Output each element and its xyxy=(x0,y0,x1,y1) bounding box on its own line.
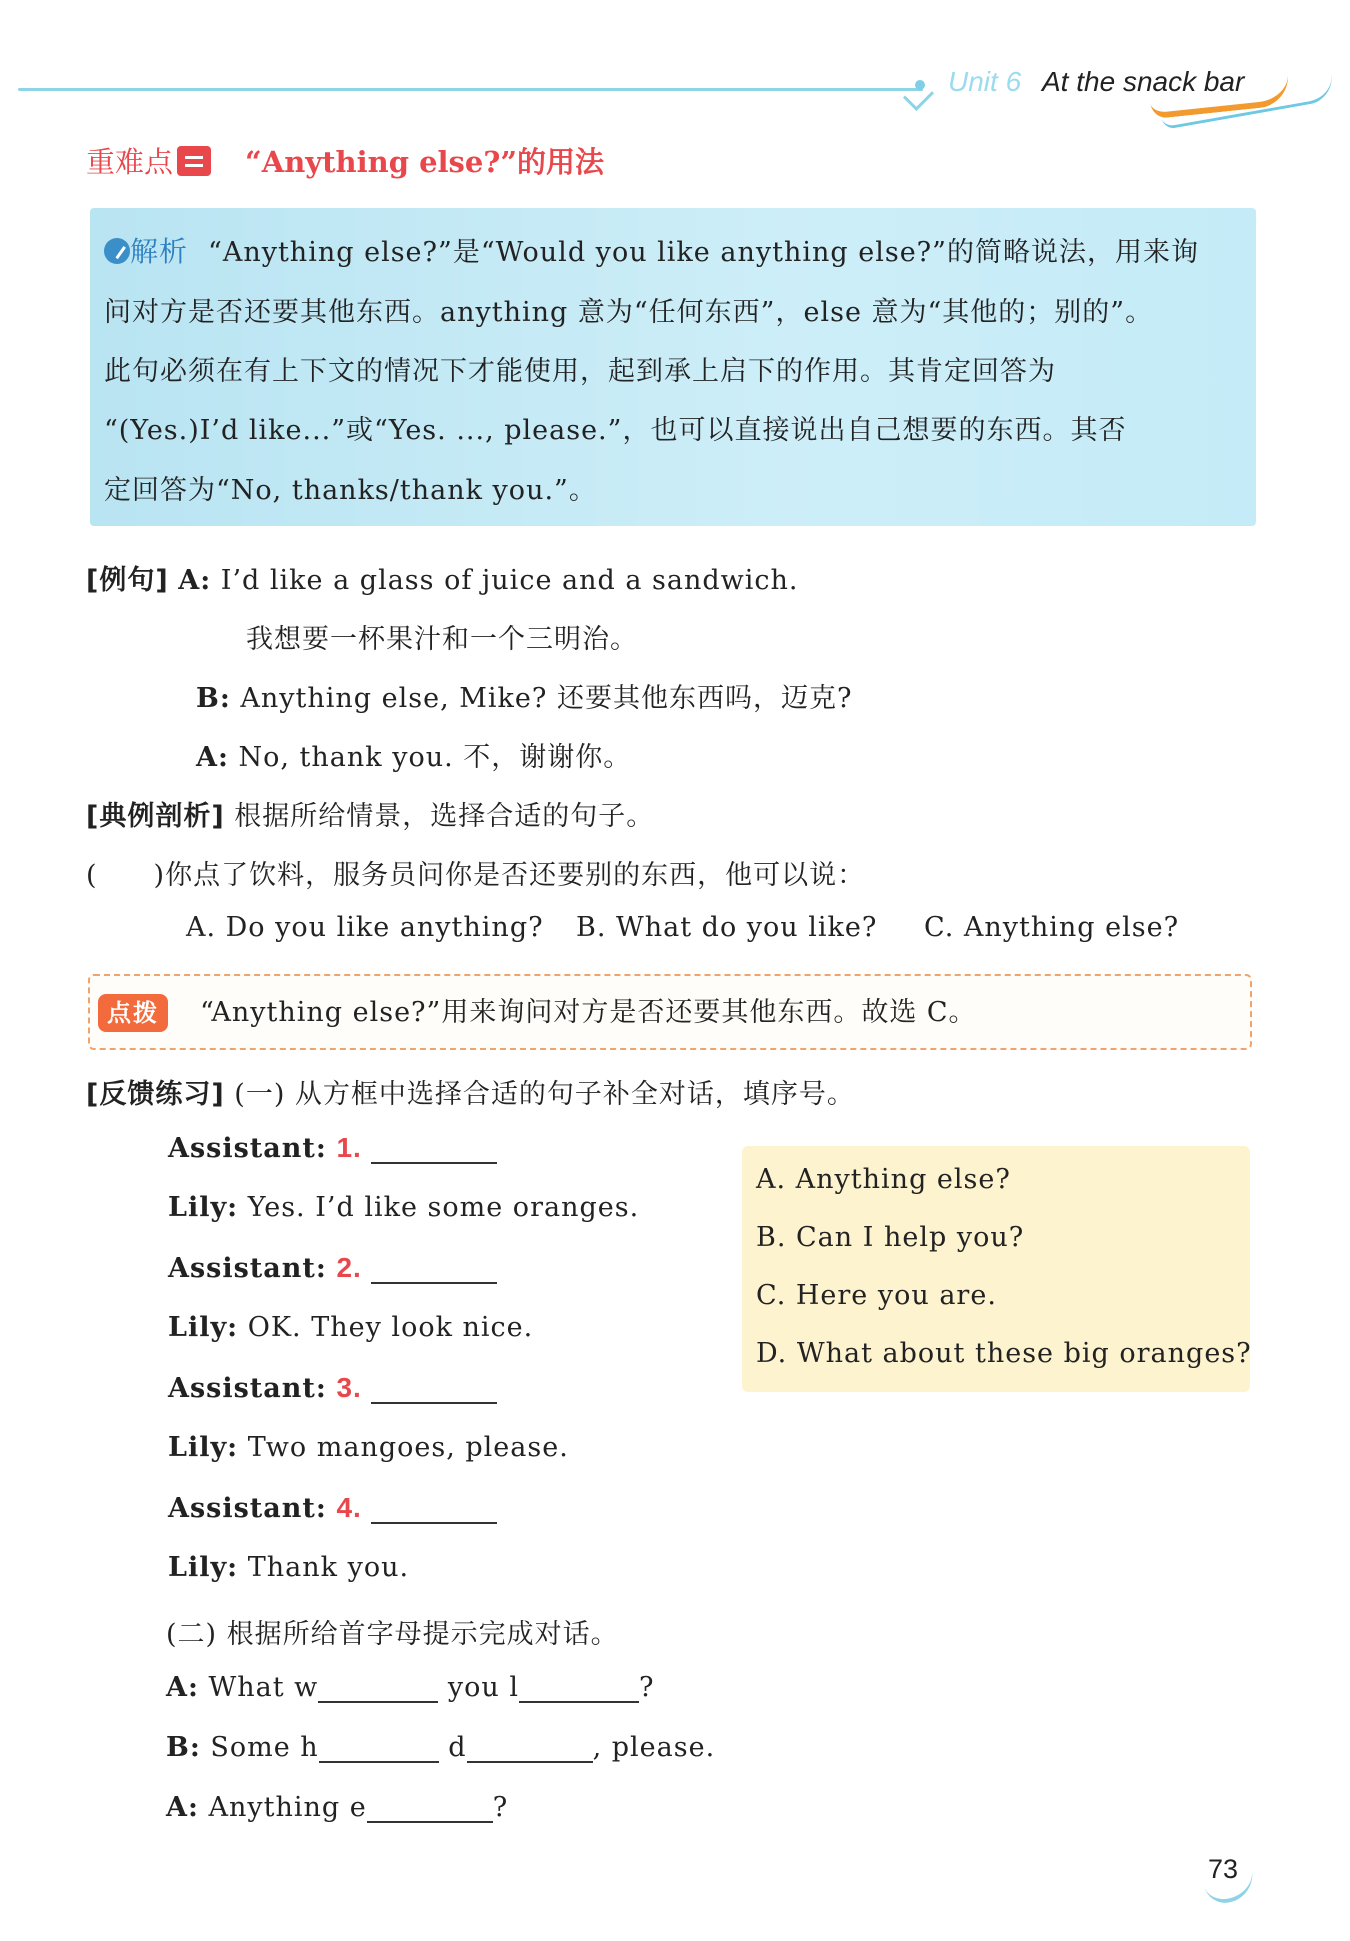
header-dot xyxy=(915,80,925,90)
answer-blank[interactable] xyxy=(371,1374,497,1404)
example-label: [例句] xyxy=(86,565,169,596)
punctuation: , please. xyxy=(592,1732,716,1763)
analysis-line-1 xyxy=(104,230,1199,270)
speaker-assistant: Assistant: xyxy=(168,1133,327,1164)
practice-label: [反馈练习] xyxy=(86,1079,225,1110)
example-line-a2 xyxy=(196,735,631,774)
option-b: B. What do you like? xyxy=(576,912,878,943)
analysis-example-label: [典例剖析] xyxy=(86,801,225,832)
answer-blank[interactable] xyxy=(467,1733,593,1763)
speaker-lily: Lily: xyxy=(168,1432,239,1463)
punctuation: ? xyxy=(492,1792,509,1823)
tip-box xyxy=(88,974,1252,1050)
hint-text: Some h xyxy=(210,1732,319,1763)
example-sentence-b: Anything else, Mike? 还要其他东西吗，迈克? xyxy=(240,683,853,714)
hint-text: Anything e xyxy=(208,1792,367,1823)
example-line-b xyxy=(196,676,852,715)
question-text: ( )你点了饮料，服务员问你是否还要别的东西，他可以说： xyxy=(86,860,866,891)
answer-blank[interactable] xyxy=(519,1673,639,1703)
section-heading xyxy=(86,140,604,181)
option-a: A. Do you like anything? xyxy=(186,912,544,943)
speaker-assistant: Assistant: xyxy=(168,1373,327,1404)
unit-label: Unit 6 xyxy=(948,66,1022,97)
dialogue-text: Thank you. xyxy=(247,1552,410,1583)
example-line-1 xyxy=(86,558,799,597)
answer-blank[interactable] xyxy=(318,1673,438,1703)
section-label: 重难点 xyxy=(86,145,174,179)
speaker-a: A: xyxy=(178,565,212,596)
tip-text: “Anything else?”用来询问对方是否还要其他东西。故选 C。 xyxy=(200,997,977,1028)
option-c: C. Anything else? xyxy=(924,912,1180,943)
speaker-b: B: xyxy=(166,1732,201,1763)
analysis-text: “Anything else?”是“Would you like anything else?”的简略说法，用来询 xyxy=(208,237,1199,268)
analysis-line-4: “(Yes.)I’d like...”或“Yes. ..., please.”，也可以直接说出自己想要的东西。其否 xyxy=(104,415,1127,446)
hint-text: d xyxy=(448,1732,467,1763)
hint-text: What w xyxy=(208,1672,319,1703)
header-rule xyxy=(18,88,923,91)
analysis-example-instruction: 根据所给情景，选择合适的句子。 xyxy=(234,801,655,832)
dialogue-line-7 xyxy=(168,1492,497,1524)
speaker-lily: Lily: xyxy=(168,1312,239,1343)
dialogue-text: Two mangoes, please. xyxy=(247,1432,569,1463)
dialogue-line-5 xyxy=(168,1372,497,1404)
question-number: 1. xyxy=(336,1132,362,1163)
part2-line-3 xyxy=(166,1792,508,1823)
analysis-label: 解析 xyxy=(130,235,189,268)
choice-c: C. Here you are. xyxy=(756,1280,997,1311)
answer-blank[interactable] xyxy=(367,1793,493,1823)
tip-badge: 点拨 xyxy=(98,994,168,1032)
dialogue-line-2 xyxy=(168,1192,639,1223)
pencil-icon xyxy=(104,238,130,264)
answer-blank[interactable] xyxy=(371,1254,497,1284)
speaker-assistant: Assistant: xyxy=(168,1493,327,1524)
unit-title: At the snack bar xyxy=(1042,66,1245,97)
question-number: 2. xyxy=(336,1252,362,1283)
part2-line-1 xyxy=(166,1672,655,1703)
choice-b: B. Can I help you? xyxy=(756,1222,1025,1253)
practice-instruction: (一) 从方框中选择合适的句子补全对话，填序号。 xyxy=(234,1079,855,1110)
analysis-example-line xyxy=(86,794,654,833)
part2-instruction: (二) 根据所给首字母提示完成对话。 xyxy=(166,1619,619,1650)
dialogue-line-8 xyxy=(168,1552,409,1583)
dialogue-line-6 xyxy=(168,1432,569,1463)
dialogue-line-3 xyxy=(168,1252,497,1284)
dialogue-text: OK. They look nice. xyxy=(247,1312,534,1343)
speaker-a: A: xyxy=(196,742,229,773)
speaker-a: A: xyxy=(166,1792,199,1823)
question-number: 4. xyxy=(336,1492,362,1523)
answer-blank[interactable] xyxy=(319,1733,439,1763)
section-title: “Anything else?”的用法 xyxy=(245,145,605,179)
question-number: 3. xyxy=(336,1372,362,1403)
analysis-line-5: 定回答为“No, thanks/thank you.”。 xyxy=(104,475,597,506)
speaker-a: A: xyxy=(166,1672,199,1703)
dialogue-text: Yes. I’d like some oranges. xyxy=(247,1192,640,1223)
practice-heading xyxy=(86,1072,855,1111)
example-translation: 我想要一杯果汁和一个三明治。 xyxy=(246,624,638,655)
dialogue-line-4 xyxy=(168,1312,533,1343)
section-number-two-icon xyxy=(177,146,211,176)
analysis-line-3: 此句必须在有上下文的情况下才能使用，起到承上启下的作用。其肯定回答为 xyxy=(104,356,1056,387)
speaker-b: B: xyxy=(196,683,231,714)
hint-text: you l xyxy=(447,1672,520,1703)
speaker-assistant: Assistant: xyxy=(168,1253,327,1284)
answer-blank[interactable] xyxy=(371,1134,497,1164)
analysis-line-2: 问对方是否还要其他东西。anything 意为“任何东西”，else 意为“其他的；别的”。 xyxy=(104,297,1154,328)
example-sentence-a2: No, thank you. 不，谢谢你。 xyxy=(238,742,632,773)
example-sentence: I’d like a glass of juice and a sandwich. xyxy=(220,565,799,596)
part2-line-2 xyxy=(166,1732,715,1763)
choice-d: D. What about these big oranges? xyxy=(756,1338,1252,1369)
choice-a: A. Anything else? xyxy=(756,1164,1011,1195)
analysis-box xyxy=(90,208,1256,526)
choices-box xyxy=(742,1146,1250,1392)
speaker-lily: Lily: xyxy=(168,1192,239,1223)
dialogue-line-1 xyxy=(168,1132,497,1164)
page-number: 73 xyxy=(1208,1854,1239,1884)
punctuation: ? xyxy=(639,1672,655,1703)
speaker-lily: Lily: xyxy=(168,1552,239,1583)
answer-blank[interactable] xyxy=(371,1494,497,1524)
